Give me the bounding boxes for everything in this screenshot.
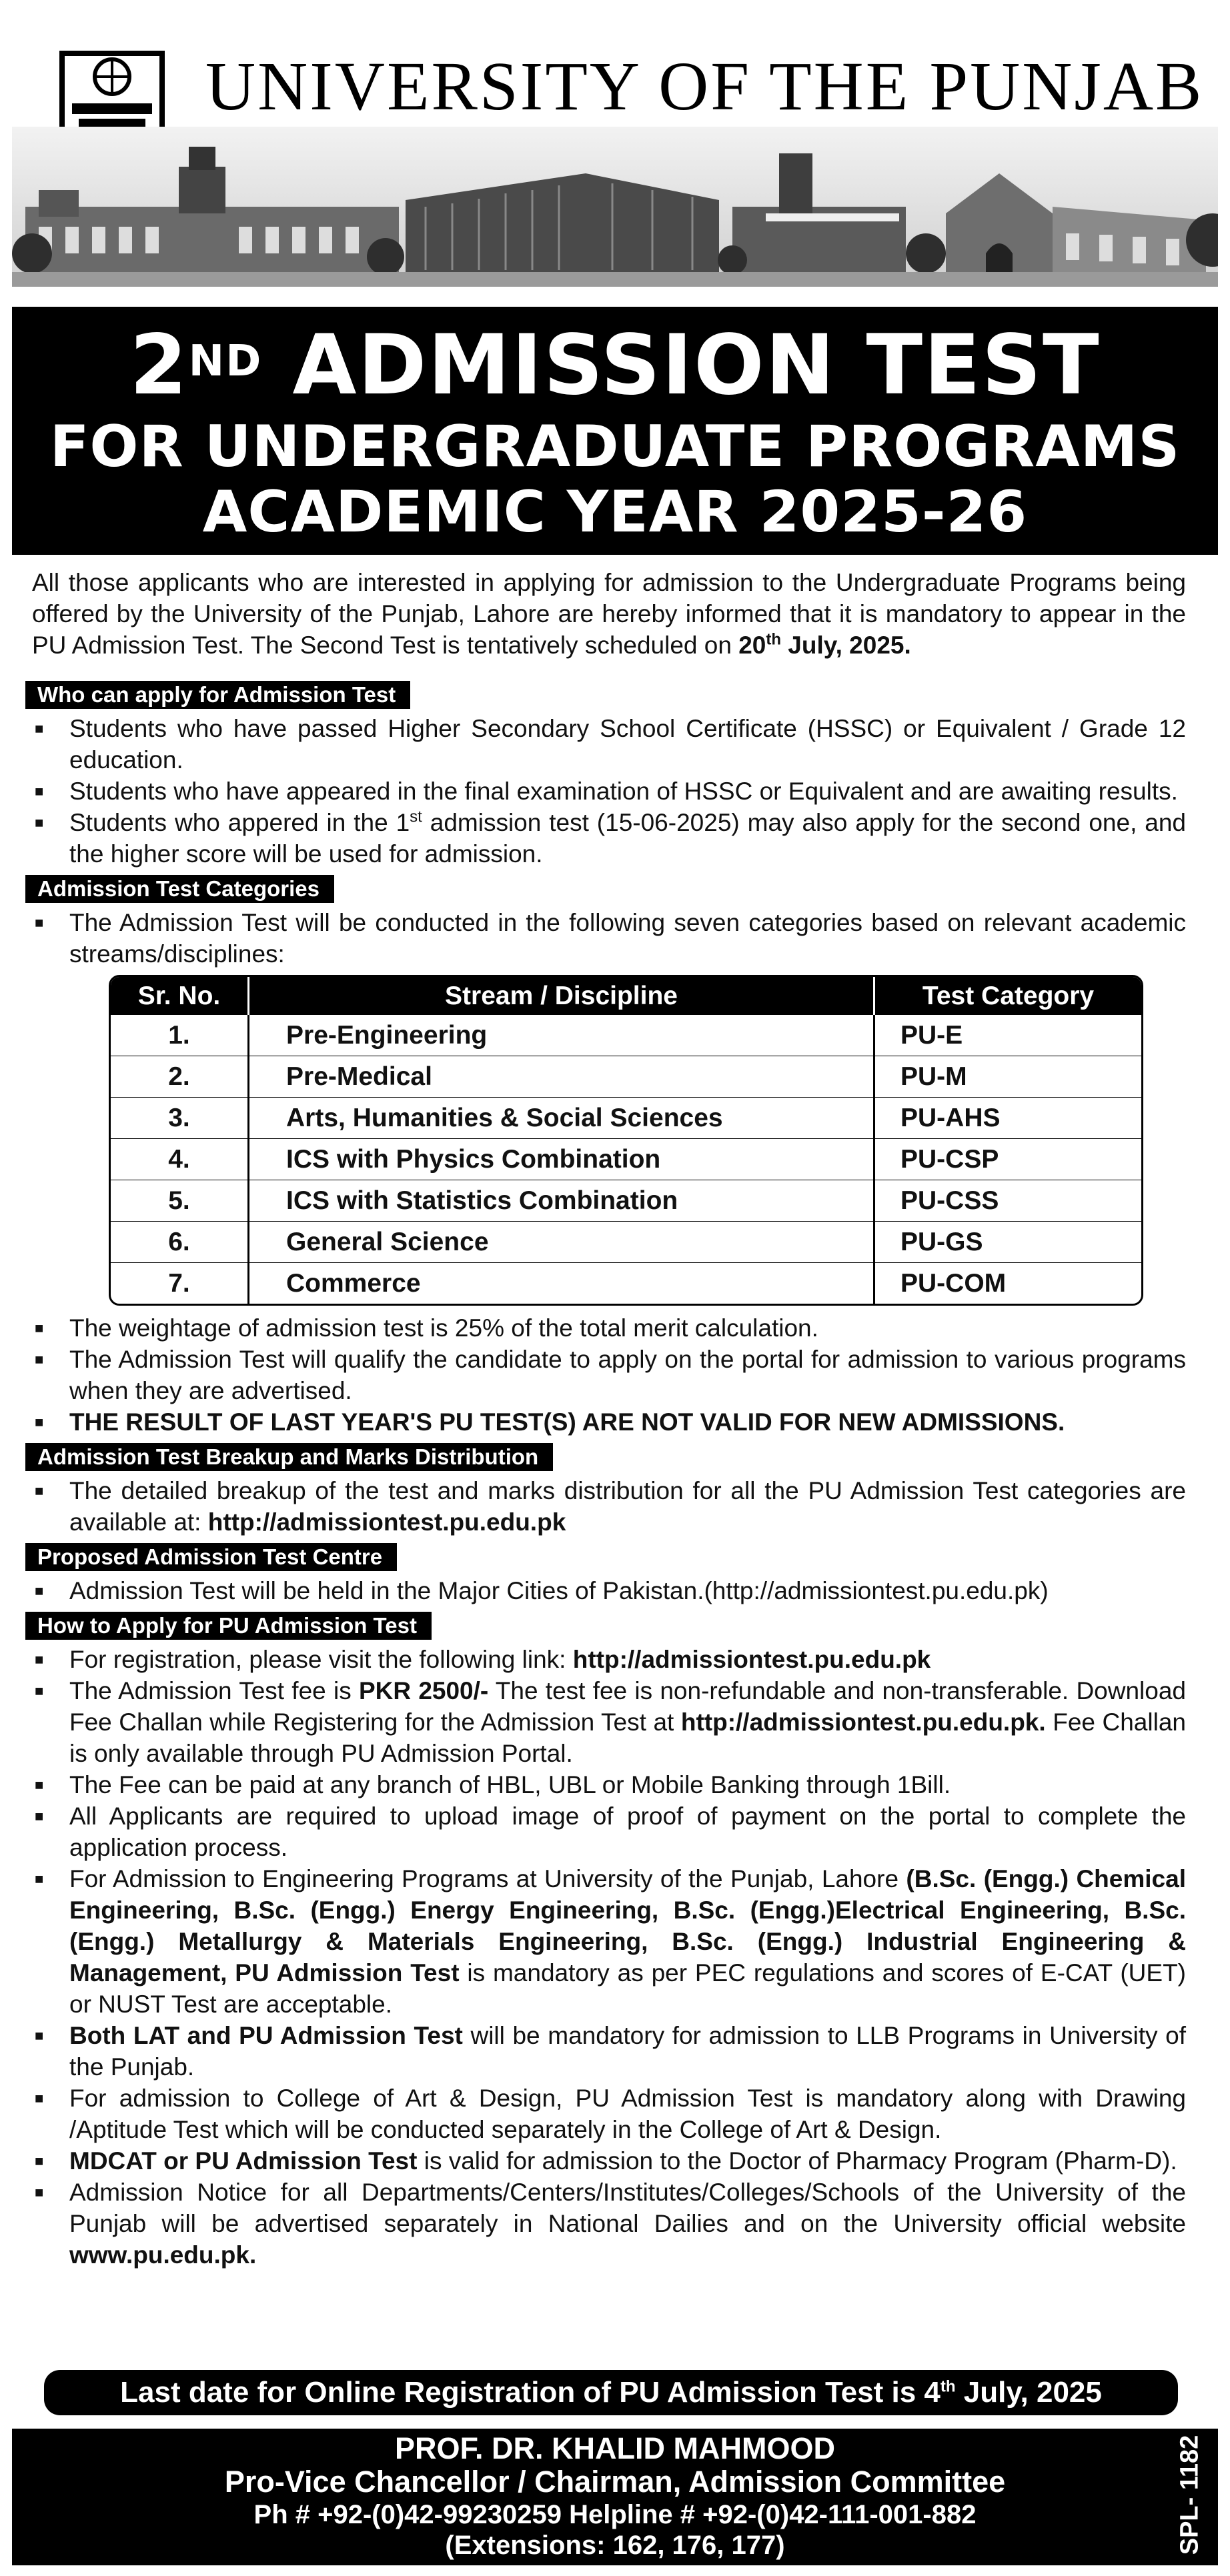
cell-sr: 3. (111, 1098, 249, 1139)
list-item: ■ The detailed breakup of the test and marks distribution for all the PU Admission Test categories are available at: http://admissiontest.pu.edu.pk (32, 1475, 1186, 1538)
table-row (111, 1139, 1141, 1180)
cell-sr: 5. (111, 1180, 249, 1222)
test-centre-heading: Proposed Admission Test Centre (25, 1543, 397, 1571)
cell-sr: 4. (111, 1139, 249, 1180)
cell-category: PU-AHS (874, 1098, 1142, 1139)
list-item: ■ Admission Notice for all Departments/Centers/Institutes/Colleges/Schools of the University of the Punjab will be advertised separately in National Dailies and on the University official website www.pu.edu.pk. (32, 2177, 1186, 2271)
list-item: ■ For Admission to Engineering Programs at University of the Punjab, Lahore (B.Sc. (Engg.) Chemical Engineering, B.Sc. (Engg.) Energy Engineering, B.Sc. (Engg.)Electrical Engineering, B.Sc. (Engg.) Metallurgy & Materials Engineering, B.Sc. (Engg.) Industrial Engineering & Management, PU Admission Test is mandatory as per PEC regulations and scores of E-CAT (UET) or NUST Test are acceptable. (32, 1863, 1186, 2020)
list-item: ■ Students who have passed Higher Secondary School Certificate (HSSC) or Equivalent / Grade 12 education. (32, 713, 1186, 776)
header-test-category: Test Category (874, 977, 1142, 1015)
list-item: ■ Students who have appeared in the final examination of HSSC or Equivalent and are awaiting results. (32, 776, 1186, 807)
challan-link[interactable]: http://admissiontest.pu.edu.pk. (680, 1708, 1046, 1736)
list-item: ■ For admission to College of Art & Design, PU Admission Test is mandatory along with Drawing /Aptitude Test which will be conducted separately in the College of Art & Design. (32, 2083, 1186, 2145)
cell-category: PU-E (874, 1015, 1142, 1056)
cell-sr: 7. (111, 1263, 249, 1304)
signatory-title: Pro-Vice Chancellor / Chairman, Admission Committee (224, 2465, 1006, 2499)
cell-stream: Commerce (249, 1263, 874, 1304)
ad-code (1177, 2421, 1210, 2567)
cell-category: PU-GS (874, 1222, 1142, 1263)
cell-category: PU-COM (874, 1263, 1142, 1304)
who-can-apply-heading: Who can apply for Admission Test (25, 681, 410, 709)
cell-stream: Pre-Medical (249, 1056, 874, 1098)
university-name: UNIVERSITY OF THE PUNJAB (205, 48, 1204, 125)
table-header-row (111, 977, 1141, 1015)
table-row (111, 1015, 1141, 1056)
table-row (111, 1263, 1141, 1304)
list-item: ■ The Fee can be paid at any branch of HBL, UBL or Mobile Banking through 1Bill. (32, 1769, 1186, 1800)
list-item: ■ Both LAT and PU Admission Test will be mandatory for admission to LLB Programs in University of the Punjab. (32, 2020, 1186, 2083)
registration-deadline: Last date for Online Registration of PU Admission Test is 4th July, 2025 (44, 2370, 1178, 2415)
cell-category: PU-CSS (874, 1180, 1142, 1222)
title-banner (12, 307, 1218, 555)
banner-line-3: ACADEMIC YEAR 2025-26 (202, 479, 1028, 545)
banner-line-1: 2ND ADMISSION TEST (129, 317, 1101, 413)
cell-sr: 6. (111, 1222, 249, 1263)
list-item: ■ The weightage of admission test is 25% of the total merit calculation. (32, 1312, 1186, 1344)
university-website-link[interactable]: www.pu.edu.pk. (69, 2241, 257, 2269)
header-sr-no: Sr. No. (111, 977, 249, 1015)
banner-line-2: FOR UNDERGRADUATE PROGRAMS (49, 413, 1181, 480)
footer-contact (12, 2429, 1218, 2565)
notice-body (32, 567, 1186, 2271)
list-item: ■ The Admission Test will qualify the candidate to apply on the portal for admission to various programs when they are advertised. (32, 1344, 1186, 1406)
test-centre-list (32, 1575, 1186, 1606)
table-row (111, 1056, 1141, 1098)
cell-stream: General Science (249, 1222, 874, 1263)
list-item: ■ For registration, please visit the following link: http://admissiontest.pu.edu.pk (32, 1644, 1186, 1675)
contact-extensions: (Extensions: 162, 176, 177) (445, 2531, 785, 2560)
signatory-name: PROF. DR. KHALID MAHMOOD (395, 2431, 835, 2465)
list-item: ■ Admission Test will be held in the Major Cities of Pakistan.(http://admissiontest.pu.edu.pk) (32, 1575, 1186, 1606)
intro-paragraph: All those applicants who are interested in applying for admission to the Undergraduate Programs being offered by the University of the Punjab, Lahore are hereby informed that it is mandatory to appear in the PU Admission Test. The Second Test is tentatively scheduled on 20th July, 2025. (32, 569, 1186, 659)
cell-sr: 1. (111, 1015, 249, 1056)
how-to-apply-heading: How to Apply for PU Admission Test (25, 1612, 432, 1640)
list-item: ■ MDCAT or PU Admission Test is valid for admission to the Doctor of Pharmacy Program (Pharm-D). (32, 2145, 1186, 2177)
list-item: ■ THE RESULT OF LAST YEAR'S PU TEST(S) ARE NOT VALID FOR NEW ADMISSIONS. (32, 1406, 1186, 1438)
cell-stream: Pre-Engineering (249, 1015, 874, 1056)
test-breakup-heading: Admission Test Breakup and Marks Distribution (25, 1443, 553, 1471)
test-categories-table (109, 975, 1143, 1306)
breakup-link[interactable]: http://admissiontest.pu.edu.pk (207, 1508, 566, 1536)
test-categories-heading: Admission Test Categories (25, 875, 334, 903)
test-breakup-list (32, 1475, 1186, 1538)
table-row (111, 1180, 1141, 1222)
table-row (111, 1098, 1141, 1139)
registration-link[interactable]: http://admissiontest.pu.edu.pk (572, 1646, 931, 1673)
cell-stream: Arts, Humanities & Social Sciences (249, 1098, 874, 1139)
cell-sr: 2. (111, 1056, 249, 1098)
campus-buildings-photo (12, 127, 1218, 287)
test-categories-intro-list (32, 907, 1186, 970)
list-item: ■ The Admission Test will be conducted in the following seven categories based on relevant academic streams/disciplines: (32, 907, 1186, 970)
header-stream: Stream / Discipline (249, 977, 874, 1015)
list-item: ■ All Applicants are required to upload image of proof of payment on the portal to complete the application process. (32, 1800, 1186, 1863)
test-notes-list (32, 1312, 1186, 1438)
who-can-apply-list (32, 713, 1186, 870)
list-item: ■ Students who appered in the 1st admission test (15-06-2025) may also apply for the second one, and the higher score will be used for admission. (32, 807, 1186, 870)
cell-stream: ICS with Statistics Combination (249, 1180, 874, 1222)
contact-phones: Ph # +92-(0)42-99230259 Helpline # +92-(0)42-111-001-882 (253, 2500, 977, 2529)
cell-stream: ICS with Physics Combination (249, 1139, 874, 1180)
list-item: ■ The Admission Test fee is PKR 2500/- The test fee is non-refundable and non-transferable. Download Fee Challan while Registering for the Admission Test at http://admissiontest.pu.edu.pk. Fee Challan is only available through PU Admission Portal. (32, 1675, 1186, 1769)
table-row (111, 1222, 1141, 1263)
header (12, 20, 1218, 287)
cell-category: PU-M (874, 1056, 1142, 1098)
how-to-apply-list (32, 1644, 1186, 2271)
cell-category: PU-CSP (874, 1139, 1142, 1180)
ad-code-text: SPL- 1182 (1175, 2435, 1204, 2555)
